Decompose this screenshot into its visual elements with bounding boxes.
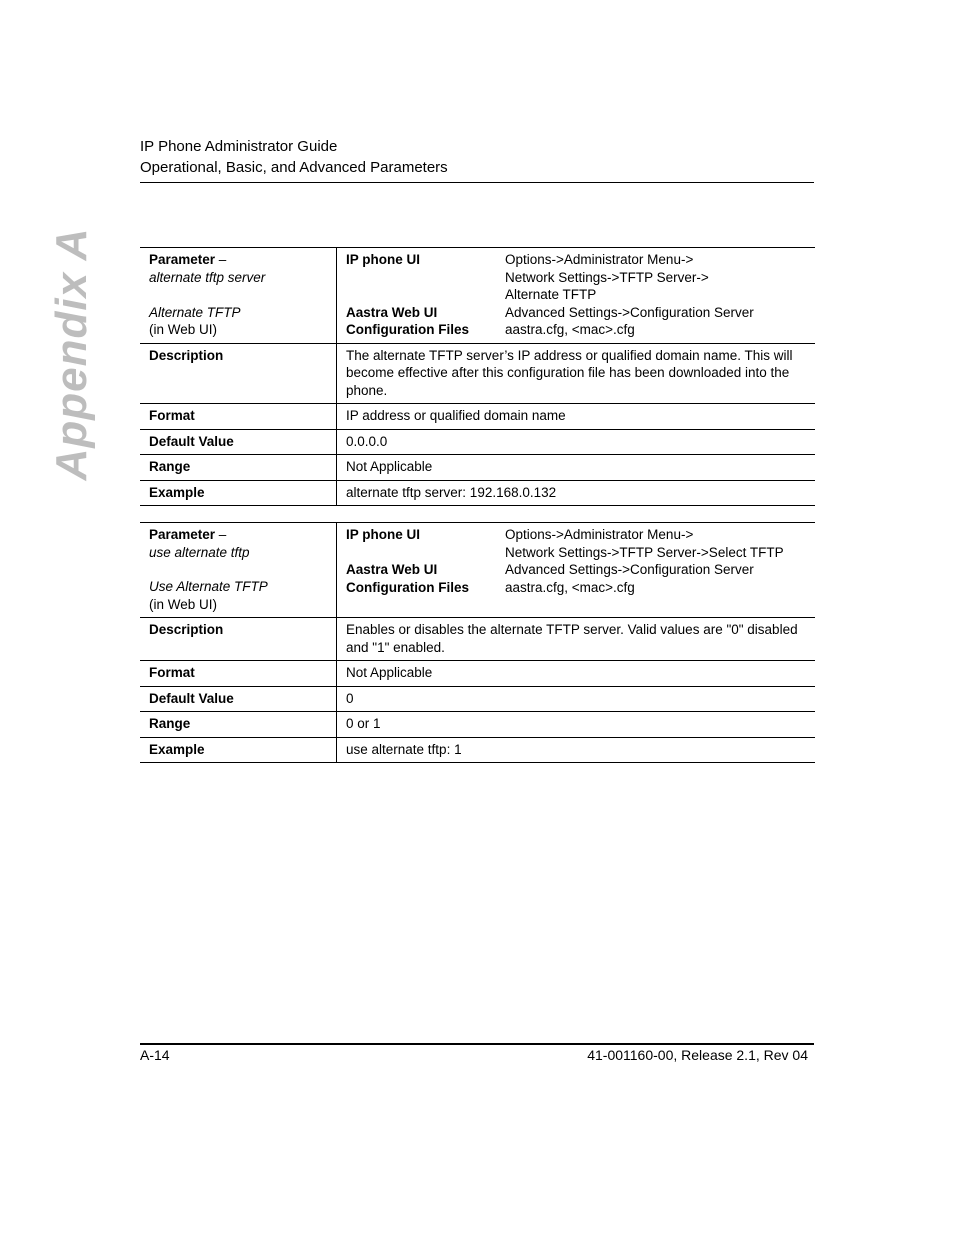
table-row: [140, 343, 815, 404]
config-files-value: aastra.cfg, <mac>.cfg: [505, 579, 635, 595]
ip-phone-ui-path-line: Options->Administrator Menu->: [505, 252, 694, 267]
parameter-dash: –: [215, 527, 227, 542]
row-value: Not Applicable: [337, 661, 816, 687]
config-files-label: Configuration Files: [346, 579, 469, 595]
footer-divider: [140, 1043, 814, 1045]
row-label: Example: [140, 480, 337, 506]
row-value: use alternate tftp: 1: [337, 737, 816, 763]
table-row: [140, 404, 815, 430]
table-row: [140, 480, 815, 506]
parameter-name: use alternate tftp: [149, 544, 250, 560]
row-label: Default Value: [140, 429, 337, 455]
param-table-use-alternate-tftp: [140, 522, 815, 763]
param-table-alternate-tftp-server: [140, 247, 815, 506]
row-value: The alternate TFTP server’s IP address or qualified domain name. This will become effective after this configuration file has been downloaded into the phone.: [337, 343, 816, 404]
parameter-cell: [140, 523, 337, 618]
ui-reference-cell: [337, 248, 816, 344]
row-value: 0 or 1: [337, 712, 816, 738]
parameter-label: Parameter: [149, 252, 216, 267]
config-files-value: aastra.cfg, <mac>.cfg: [505, 322, 635, 337]
table-row: [140, 686, 815, 712]
table-row: [140, 618, 815, 661]
table-row: [140, 429, 815, 455]
table-row: [140, 455, 815, 481]
ip-phone-ui-path-line: Network Settings->TFTP Server->: [505, 269, 709, 285]
row-label: Description: [140, 343, 337, 404]
web-parameter-name: Use Alternate TFTP: [149, 579, 268, 594]
row-label: Format: [140, 404, 337, 430]
ip-phone-ui-path-line: Options->Administrator Menu->: [505, 527, 694, 542]
web-parameter-note: (in Web UI): [149, 322, 218, 337]
row-value: 0: [337, 686, 816, 712]
table-row-parameter: [140, 523, 815, 618]
parameter-cell: [140, 248, 337, 344]
page-header: [140, 136, 814, 178]
row-value: alternate tftp server: 192.168.0.132: [337, 480, 816, 506]
ip-phone-ui-label: IP phone UI: [346, 252, 421, 267]
web-ui-label: Aastra Web UI: [346, 562, 438, 577]
ip-phone-ui-path: [505, 526, 806, 561]
table-row: [140, 712, 815, 738]
ip-phone-ui-label: IP phone UI: [346, 527, 421, 542]
table-row: [140, 737, 815, 763]
table-row-parameter: [140, 248, 815, 344]
table-row: [140, 661, 815, 687]
row-label: Range: [140, 712, 337, 738]
row-value: 0.0.0.0: [337, 429, 816, 455]
web-ui-path: Advanced Settings->Configuration Server: [505, 562, 754, 577]
row-label: Description: [140, 618, 337, 661]
parameter-dash: –: [215, 252, 227, 267]
ip-phone-ui-path: [505, 251, 806, 304]
row-label: Range: [140, 455, 337, 481]
parameter-name: alternate tftp server: [149, 269, 266, 285]
row-value: Enables or disables the alternate TFTP server. Valid values are "0" disabled and "1" enabled.: [337, 618, 816, 661]
row-value: Not Applicable: [337, 455, 816, 481]
row-label: Format: [140, 661, 337, 687]
parameter-label: Parameter: [149, 527, 216, 542]
row-label: Default Value: [140, 686, 337, 712]
document-id: 41-001160-00, Release 2.1, Rev 04: [587, 1047, 808, 1063]
ip-phone-ui-path-line: Alternate TFTP: [505, 287, 597, 302]
web-parameter-note: (in Web UI): [149, 596, 218, 612]
row-value: IP address or qualified domain name: [337, 404, 816, 430]
header-divider: [140, 182, 814, 183]
page-number: A-14: [140, 1047, 170, 1063]
header-section-title: Operational, Basic, and Advanced Parameters: [140, 159, 448, 176]
web-ui-label: Aastra Web UI: [346, 304, 438, 320]
web-ui-path: Advanced Settings->Configuration Server: [505, 304, 754, 320]
header-guide-title: IP Phone Administrator Guide: [140, 138, 338, 155]
row-label: Example: [140, 737, 337, 763]
ui-reference-cell: [337, 523, 816, 618]
web-parameter-name: Alternate TFTP: [149, 304, 241, 320]
ip-phone-ui-path-line: Network Settings->TFTP Server->Select TFTP: [505, 544, 784, 560]
appendix-side-tab-label: Appendix A: [47, 227, 96, 481]
config-files-label: Configuration Files: [346, 322, 469, 337]
